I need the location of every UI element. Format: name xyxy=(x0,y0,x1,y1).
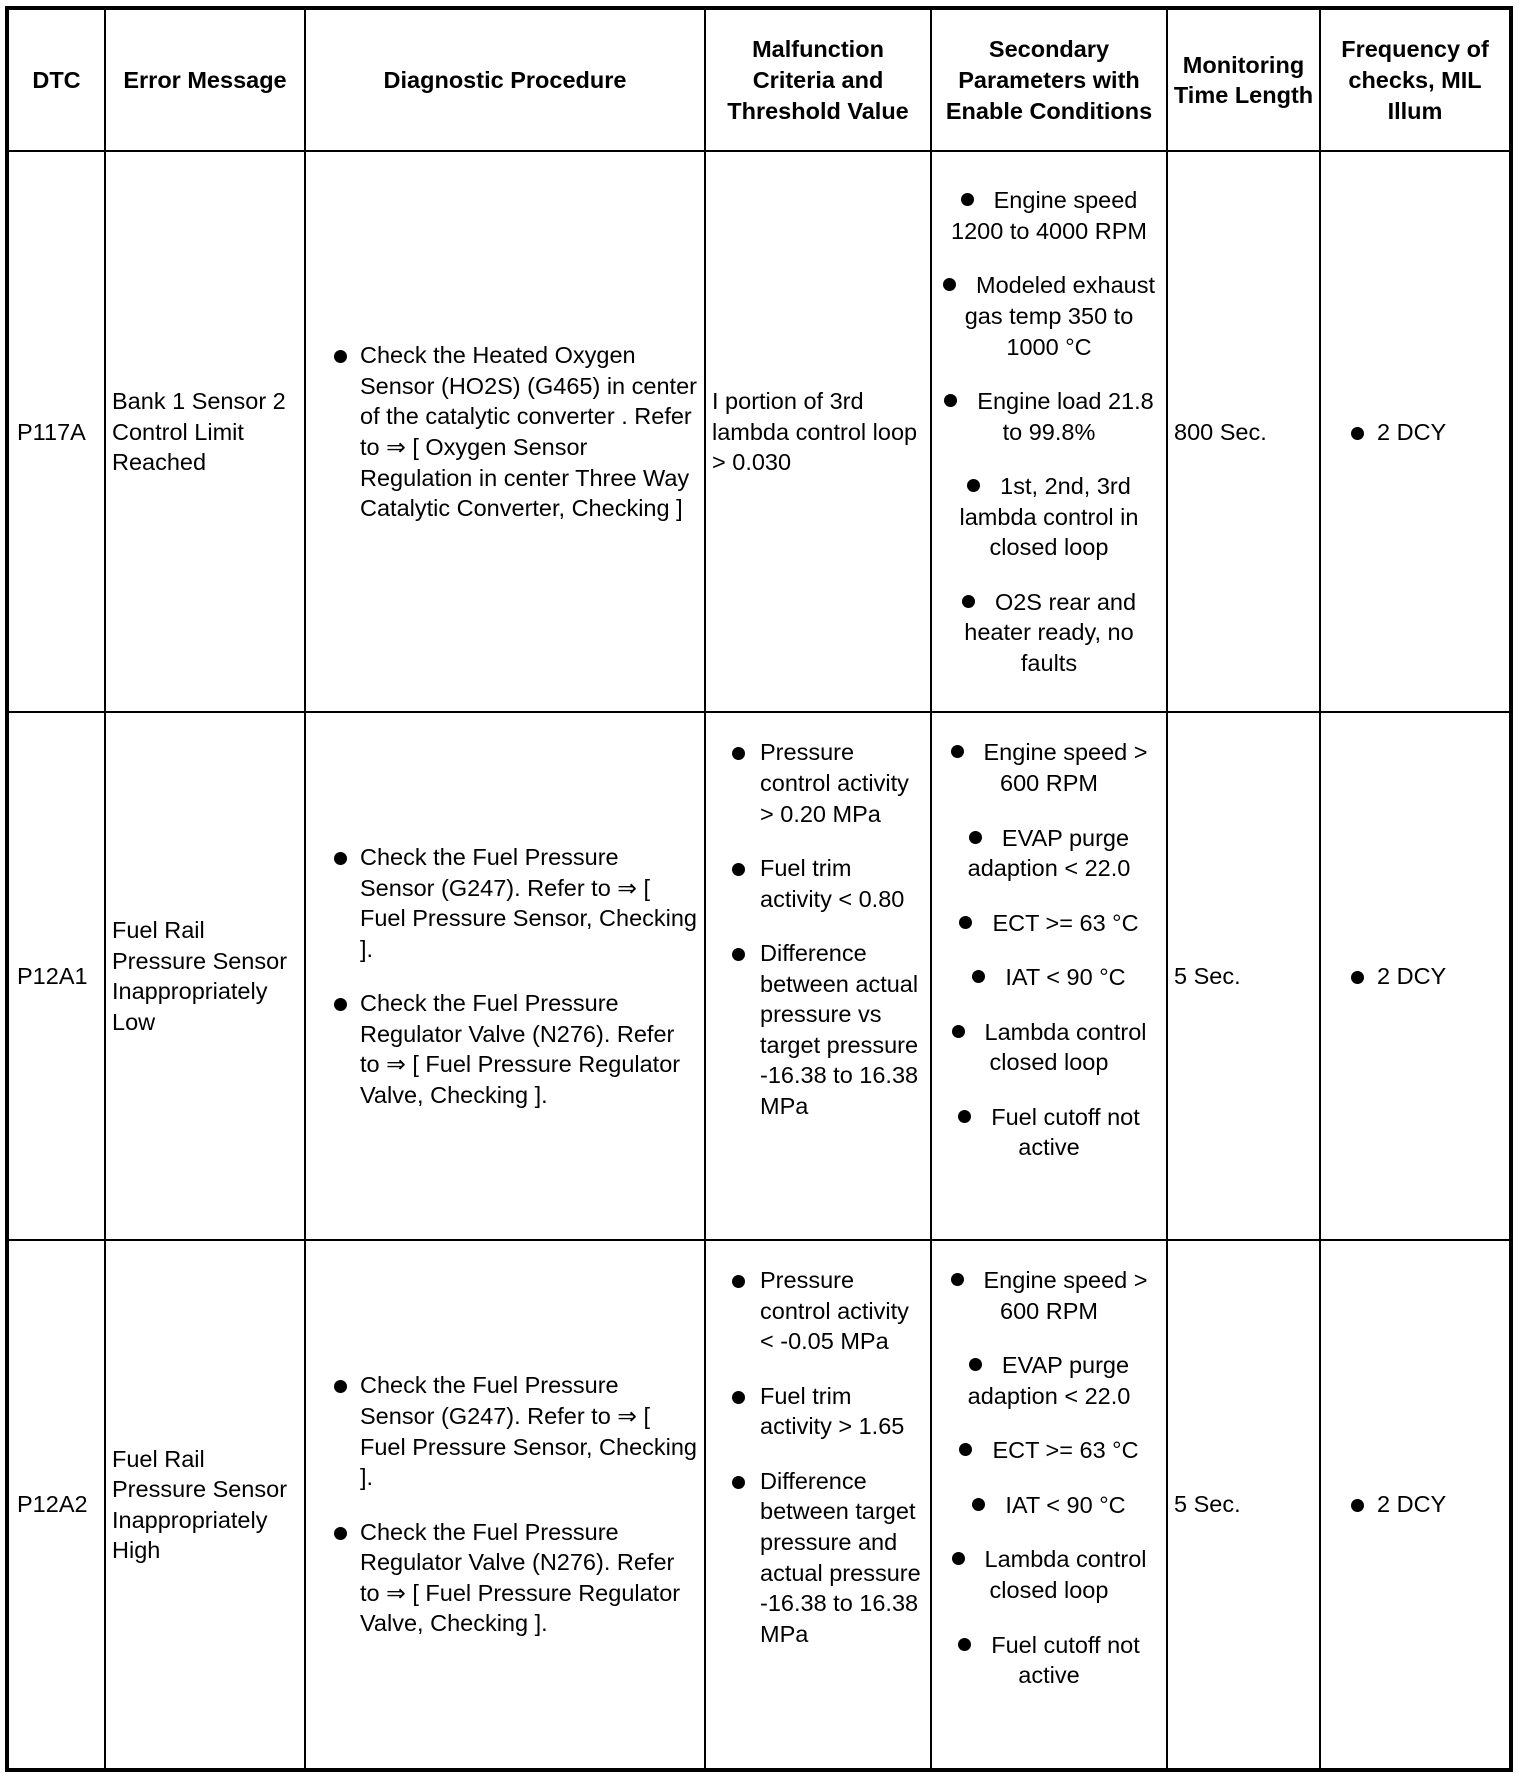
secondary-item: IAT < 90 °C xyxy=(938,1490,1160,1521)
secondary-item: Lambda control closed loop xyxy=(938,1017,1160,1078)
frequency xyxy=(1320,1240,1509,1768)
error-message: Fuel Rail Pressure Sensor Inappropriately High xyxy=(105,1240,305,1768)
secondary-item: Engine speed 1200 to 4000 RPM xyxy=(951,187,1147,244)
secondary-item: O2S rear and heater ready, no faults xyxy=(938,587,1160,679)
header-row xyxy=(9,10,1509,151)
bullet-icon xyxy=(959,916,972,929)
procedure-item: Check the Fuel Pressure Regulator Valve (N276). Refer to ⇒ [ Fuel Pressure Regulator Valve, Checking ]. xyxy=(312,988,698,1110)
header-monitoring-time: Monitoring Time Length xyxy=(1167,10,1320,151)
bullet-icon xyxy=(972,1498,985,1511)
bullet-icon xyxy=(961,193,974,206)
error-message: Bank 1 Sensor 2 Control Limit Reached xyxy=(105,151,305,712)
secondary-item: ECT >= 63 °C xyxy=(938,908,1160,939)
error-message: Fuel Rail Pressure Sensor Inappropriately Low xyxy=(105,712,305,1240)
bullet-icon xyxy=(972,970,985,983)
bullet-icon xyxy=(951,1273,964,1286)
secondary-item: 1st, 2nd, 3rd lambda control in closed loop xyxy=(959,473,1139,561)
secondary-item: Modeled exhaust gas temp 350 to 1000 °C xyxy=(938,270,1160,362)
bullet-icon xyxy=(969,1358,982,1371)
criteria-item: Pressure control activity > 0.20 MPa xyxy=(712,737,924,829)
bullet-icon xyxy=(951,745,964,758)
criteria-item: Pressure control activity < -0.05 MPa xyxy=(712,1265,924,1357)
bullet-icon xyxy=(969,831,982,844)
malfunction-criteria xyxy=(705,1240,931,1768)
monitoring-time: 5 Sec. xyxy=(1167,712,1320,1240)
bullet-icon xyxy=(959,1443,972,1456)
header-malfunction-criteria: Malfunction Criteria and Threshold Value xyxy=(705,10,931,151)
secondary-item: EVAP purge adaption < 22.0 xyxy=(967,824,1131,882)
malfunction-criteria xyxy=(705,712,931,1240)
header-frequency: Frequency of checks, MIL Illum xyxy=(1320,10,1509,151)
dtc-code: P117A xyxy=(9,151,105,712)
secondary-item: ECT >= 63 °C xyxy=(938,1435,1160,1466)
frequency xyxy=(1320,712,1509,1240)
dtc-code: P12A2 xyxy=(9,1240,105,1768)
header-error-message: Error Message xyxy=(105,10,305,151)
secondary-item: Fuel cutoff not active xyxy=(938,1630,1160,1691)
secondary-item: EVAP purge adaption < 22.0 xyxy=(967,1352,1131,1409)
secondary-item: Fuel cutoff not active xyxy=(938,1102,1160,1163)
monitoring-time: 800 Sec. xyxy=(1167,151,1320,712)
table-row xyxy=(9,1240,1509,1768)
secondary-item: Engine speed > 600 RPM xyxy=(938,1265,1160,1326)
frequency-item: 2 DCY xyxy=(1327,961,1503,992)
procedure-item: Check the Heated Oxygen Sensor (HO2S) (G465) in center of the catalytic converter . Refer to ⇒ [ Oxygen Sensor Regulation in center Three Way Catalytic Converter, Checking ] xyxy=(312,340,698,523)
malfunction-criteria: I portion of 3rd lambda control loop > 0.030 xyxy=(705,151,931,712)
secondary-item: Engine speed > 600 RPM xyxy=(938,737,1160,798)
secondary-item: Lambda control closed loop xyxy=(938,1544,1160,1605)
secondary-item: IAT < 90 °C xyxy=(938,962,1160,993)
table-row xyxy=(9,712,1509,1240)
dtc-code: P12A1 xyxy=(9,712,105,1240)
bullet-icon xyxy=(958,1638,971,1651)
frequency-item: 2 DCY xyxy=(1327,417,1503,448)
procedure-item: Check the Fuel Pressure Sensor (G247). Refer to ⇒ [ Fuel Pressure Sensor, Checking ]. xyxy=(312,1370,698,1492)
diagnostic-procedure xyxy=(305,151,705,712)
header-secondary-parameters: Secondary Parameters with Enable Conditions xyxy=(931,10,1167,151)
criteria-item: Fuel trim activity > 1.65 xyxy=(712,1381,924,1442)
procedure-item: Check the Fuel Pressure Sensor (G247). Refer to ⇒ [ Fuel Pressure Sensor, Checking ]. xyxy=(312,842,698,964)
diagnostic-procedure xyxy=(305,1240,705,1768)
procedure-item: Check the Fuel Pressure Regulator Valve (N276). Refer to ⇒ [ Fuel Pressure Regulator Valve, Checking ]. xyxy=(312,1517,698,1639)
bullet-icon xyxy=(952,1025,965,1038)
secondary-item: Engine load 21.8 to 99.8% xyxy=(938,386,1160,447)
frequency-item: 2 DCY xyxy=(1327,1489,1503,1520)
header-diagnostic-procedure: Diagnostic Procedure xyxy=(305,10,705,151)
secondary-parameters xyxy=(931,712,1167,1240)
bullet-icon xyxy=(958,1110,971,1123)
criteria-item: Difference between actual pressure vs target pressure -16.38 to 16.38 MPa xyxy=(712,938,924,1121)
bullet-icon xyxy=(962,595,975,608)
bullet-icon xyxy=(952,1552,965,1565)
table-row xyxy=(9,151,1509,712)
secondary-parameters xyxy=(931,151,1167,712)
criteria-item: Fuel trim activity < 0.80 xyxy=(712,853,924,914)
criteria-item: Difference between target pressure and actual pressure -16.38 to 16.38 MPa xyxy=(712,1466,924,1649)
bullet-icon xyxy=(944,394,957,407)
bullet-icon xyxy=(943,278,956,291)
header-dtc: DTC xyxy=(9,10,105,151)
dtc-table xyxy=(9,10,1509,1768)
frequency xyxy=(1320,151,1509,712)
diagnostic-procedure xyxy=(305,712,705,1240)
monitoring-time: 5 Sec. xyxy=(1167,1240,1320,1768)
secondary-parameters xyxy=(931,1240,1167,1768)
dtc-table-document xyxy=(5,6,1513,1772)
bullet-icon xyxy=(967,479,980,492)
